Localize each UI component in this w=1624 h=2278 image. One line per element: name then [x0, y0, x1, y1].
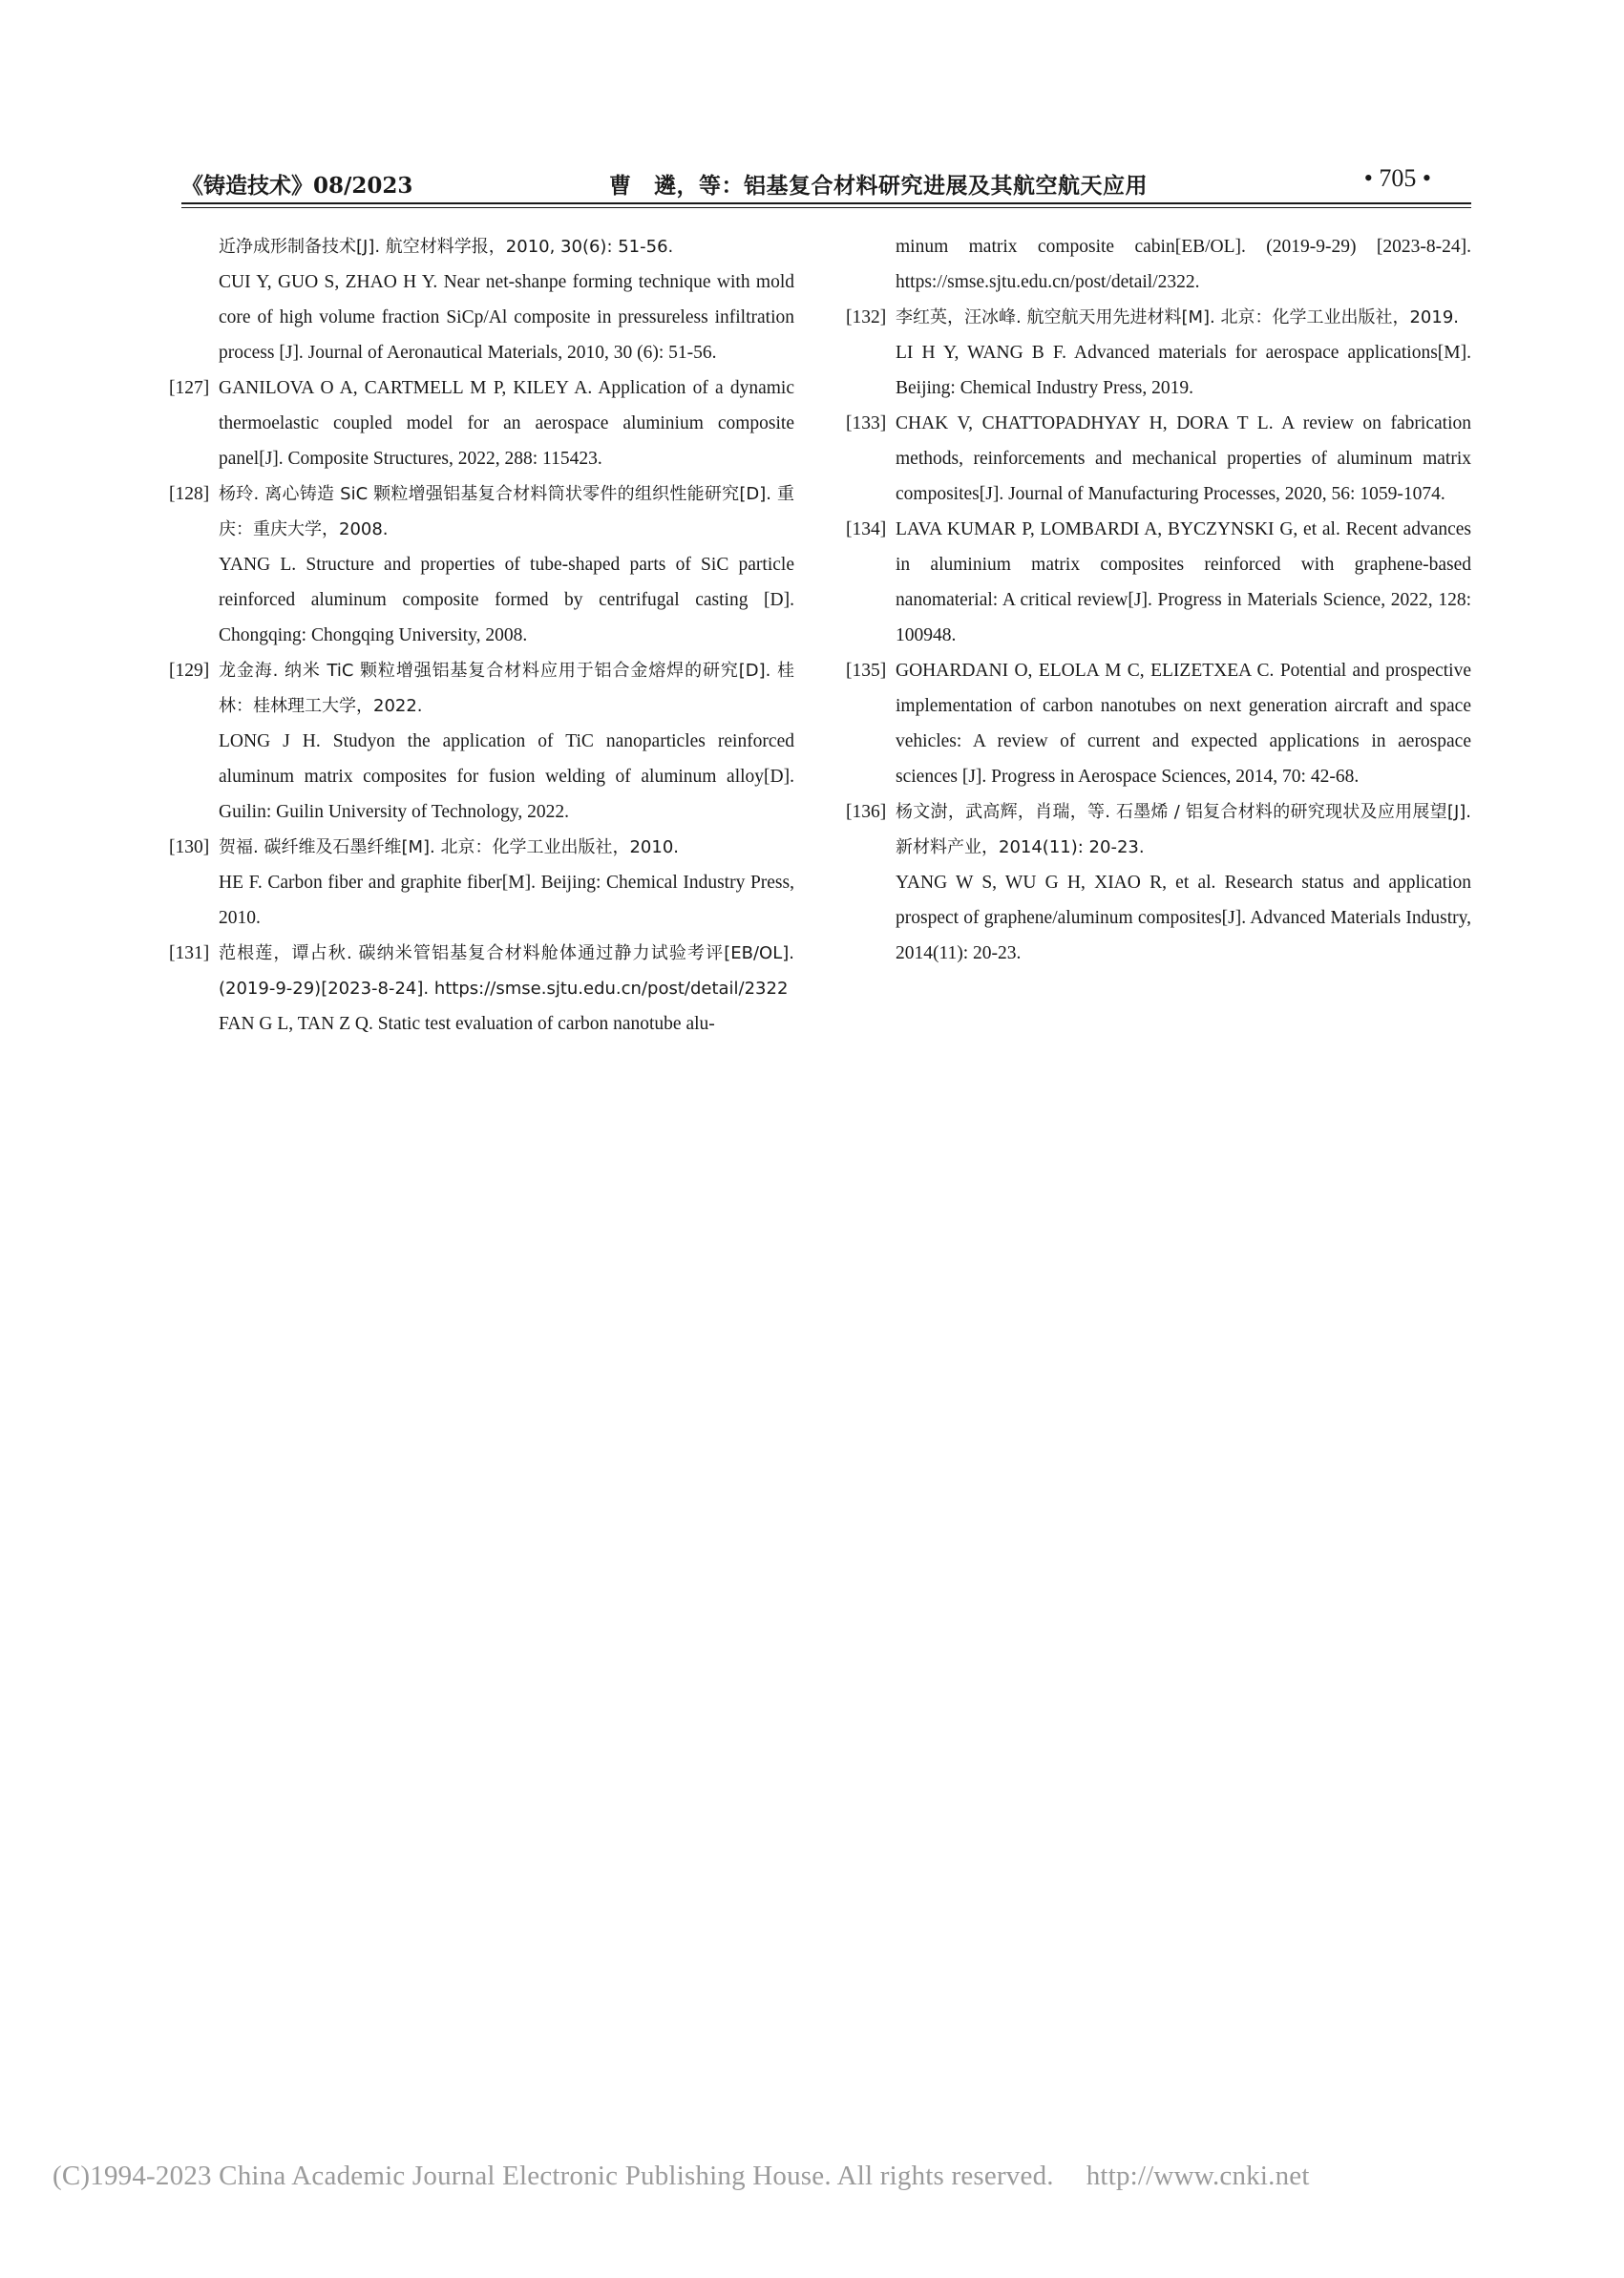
reference-zh: 龙金海. 纳米 TiC 颗粒增强铝基复合材料应用于铝合金熔焊的研究[D]. 桂林：桂林理工大学，2022.: [219, 661, 794, 716]
reference-en: GOHARDANI O, ELOLA M C, ELIZETXEA C. Potential and prospective implementation of carbon nanotubes on next generation aircraft and space vehicles: A review of current and expected applications in aerospace sciences [J]. Progress in Aerospace Sciences, 2014, 70: 42-68.: [896, 661, 1471, 787]
journal-name: 《铸造技术》08/2023: [181, 173, 413, 199]
reference-zh: 贺福. 碳纤维及石墨纤维[M]. 北京：化学工业出版社，2010.: [219, 837, 679, 857]
reference-130: [169, 830, 794, 936]
reference-129: [169, 653, 794, 830]
reference-en: YANG W S, WU G H, XIAO R, et al. Research status and application prospect of graphene/aluminum composites[J]. Advanced Materials Industry, 2014(11): 20-23.: [896, 873, 1471, 963]
reference-number: [129]: [169, 661, 210, 681]
reference-en: LI H Y, WANG B F. Advanced materials for aerospace applications[M]. Beijing: Chemical Industry Press, 2019.: [896, 343, 1471, 398]
reference-number: [128]: [169, 484, 210, 504]
reference-127: [169, 370, 794, 476]
reference-number: [132]: [846, 307, 887, 327]
reference-131: [169, 936, 794, 1042]
left-column: [169, 229, 794, 1042]
reference-en: YANG L. Structure and properties of tube-shaped parts of SiC particle reinforced aluminum composite formed by centrifugal casting [D]. Chongqing: Chongqing University, 2008.: [219, 555, 794, 645]
reference-133: [846, 406, 1471, 512]
reference-128: [169, 476, 794, 653]
reference-en: CHAK V, CHATTOPADHYAY H, DORA T L. A review on fabrication methods, reinforcements and mechanical properties of aluminum matrix composites[J]. Journal of Manufacturing Processes, 2020, 56: 1059-1074.: [896, 413, 1471, 504]
reference-continuation-en: minum matrix composite cabin[EB/OL]. (2019-9-29) [2023-8-24]. https://smse.sjtu.edu.cn/post/detail/2322.: [896, 237, 1471, 292]
reference-en: HE F. Carbon fiber and graphite fiber[M]. Beijing: Chemical Industry Press, 2010.: [219, 873, 794, 928]
reference-zh: 范根莲，谭占秋. 碳纳米管铝基复合材料舱体通过静力试验考评[EB/OL].(2019-9-29)[2023-8-24]. https://smse.sjtu.edu.cn/post/detail/2322: [219, 943, 794, 999]
copyright-text: (C)1994-2023 China Academic Journal Electronic Publishing House. All rights reserved.: [53, 2161, 1054, 2191]
reference-zh: 李红英，汪冰峰. 航空航天用先进材料[M]. 北京：化学工业出版社，2019.: [896, 307, 1459, 327]
reference-number: [131]: [169, 943, 210, 963]
reference-zh: 杨玲. 离心铸造 SiC 颗粒增强铝基复合材料筒状零件的组织性能研究[D]. 重庆：重庆大学，2008.: [219, 484, 794, 539]
reference-continuation-en: CUI Y, GUO S, ZHAO H Y. Near net-shanpe forming technique with mold core of high volume fraction SiCp/Al composite in pressureless infiltration process [J]. Journal of Aeronautical Materials, 2010, 30 (6): 51-56.: [219, 272, 794, 363]
reference-132: [846, 300, 1471, 406]
reference-136: [846, 794, 1471, 971]
reference-134: [846, 512, 1471, 653]
running-title: 曹 遴，等：铝基复合材料研究进展及其航空航天应用: [609, 173, 1148, 199]
reference-number: [130]: [169, 837, 210, 857]
reference-135: [846, 653, 1471, 794]
cnki-url: http://www.cnki.net: [1086, 2161, 1310, 2191]
reference-number: [133]: [846, 413, 887, 433]
reference-number: [134]: [846, 519, 887, 539]
reference-number: [135]: [846, 661, 887, 681]
page-header: [181, 164, 1471, 199]
reference-number: [136]: [846, 802, 887, 822]
reference-en: LONG J H. Studyon the application of TiC nanoparticles reinforced aluminum matrix composites for fusion welding of aluminum alloy[D]. Guilin: Guilin University of Technology, 2022.: [219, 731, 794, 822]
reference-number: [127]: [169, 378, 210, 398]
reference-en: FAN G L, TAN Z Q. Static test evaluation of carbon nanotube alu-: [219, 1014, 715, 1034]
header-rule: [181, 202, 1471, 204]
header-rule-thin: [181, 207, 1471, 208]
reference-continuation-zh: 近净成形制备技术[J]. 航空材料学报，2010, 30(6): 51-56.: [219, 237, 674, 257]
right-column: [846, 229, 1471, 971]
reference-en: GANILOVA O A, CARTMELL M P, KILEY A. Application of a dynamic thermoelastic coupled model for an aerospace aluminium composite panel[J]. Composite Structures, 2022, 288: 115423.: [219, 378, 794, 469]
page-number: • 705 •: [1363, 164, 1431, 192]
reference-en: LAVA KUMAR P, LOMBARDI A, BYCZYNSKI G, et al. Recent advances in aluminium matrix composites reinforced with graphene-based nanomaterial: A critical review[J]. Progress in Materials Science, 2022, 128: 100948.: [896, 519, 1471, 645]
copyright-footer: [53, 2161, 1310, 2192]
reference-zh: 杨文澍，武高辉，肖瑞，等. 石墨烯 / 铝复合材料的研究现状及应用展望[J]. 新材料产业，2014(11): 20-23.: [896, 802, 1471, 857]
